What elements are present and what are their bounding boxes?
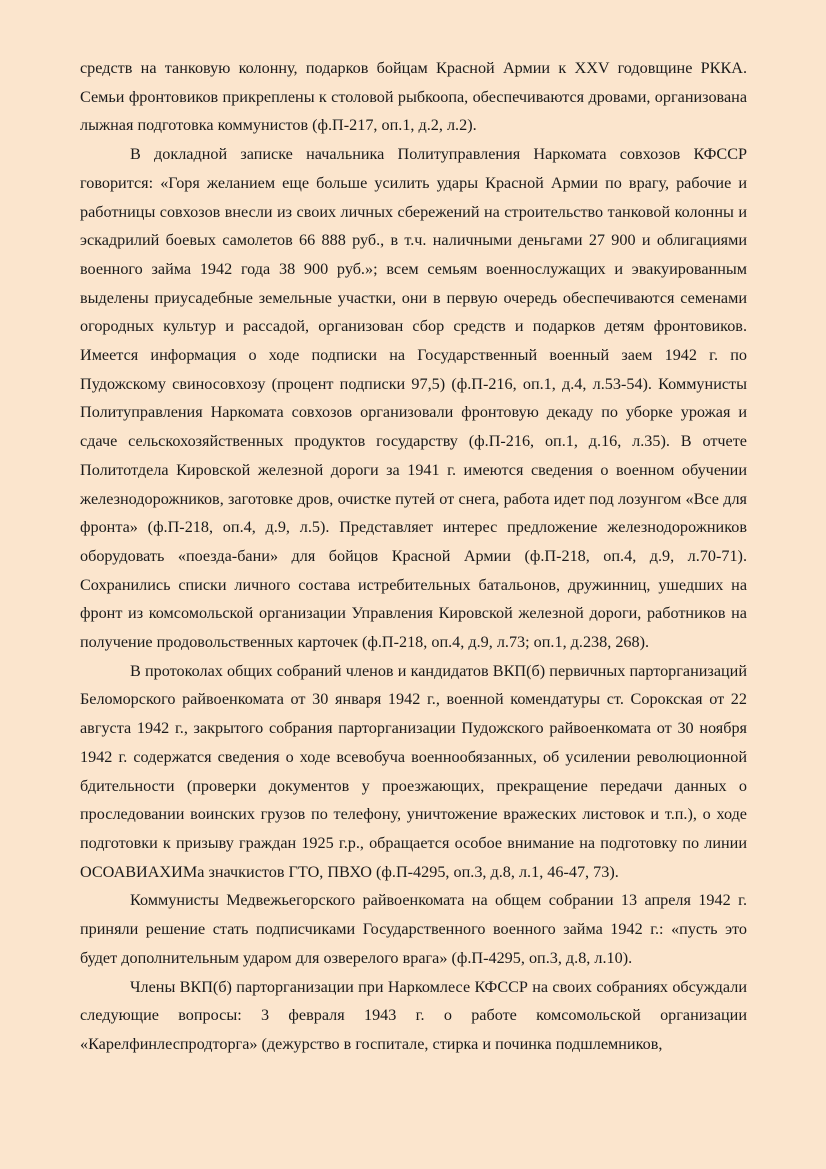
paragraph-politupravlenie: В докладной записке начальника Политуправления Наркомата совхозов КФССР говорится: «Горя желанием еще больше усилить удары Красной Армии по врагу, рабочие и работницы совхозов внесли из своих личных сбережений на строительство танковой колонны и эскадрилий боевых самолетов 66 888 руб., в т.ч. наличными деньгами 27 900 и облигациями военного займа 1942 года 38 900 руб.»; всем семьям военнослужащих и эвакуированным выделены приусадебные земельные участки, они в первую очередь обеспечиваются семенами огородных культур и рассадой, организован сбор средств и подарков детям фронтовиков. Имеется информация о ходе подписки на Государственный военный заем 1942 г. по Пудожскому свиносовхозу (процент подписки 97,5) (ф.П-216, оп.1, д.4, л.53-54). Коммунисты Политуправления Наркомата совхозов организовали фронтовую декаду по уборке урожая и сдаче сельскохозяйственных продуктов государству (ф.П-216, оп.1, д.16, л.35). В отчете Политотдела Кировской железной дороги за 1941 г. имеются сведения о военном обучении железнодорожников, заготовке дров, очистке путей от снега, работа идет под лозунгом «Все для фронта» (ф.П-218, оп.4, д.9, л.5). Представляет интерес предложение железнодорожников оборудовать «поезда-бани» для бойцов Красной Армии (ф.П-218, оп.4, д.9, л.70-71). Сохранились списки личного состава истребительных батальонов, дружинниц, ушедших на фронт из комсомольской организации Управления Кировской железной дороги, работников на получение продовольственных карточек (ф.П-218, оп.4, д.9, л.73; оп.1, д.238, 268). — [80, 145, 747, 652]
document-page — [80, 54, 747, 1059]
paragraph-protocols: В протоколах общих собраний членов и кандидатов ВКП(б) первичных парторганизаций Беломорского райвоенкомата от 30 января 1942 г., военной комендатуры ст. Сорокская от 22 августа 1942 г., закрытого собрания парторганизации Пудожского райвоенкомата от 30 ноября 1942 г. содержатся сведения о ходе всевобуча военнообязанных, об усилении революционной бдительности (проверки документов у проезжающих, прекращение передачи данных о проследовании воинских грузов по телефону, уничтожение вражеских листовок и т.п.), о ходе подготовки к призыву граждан 1925 г.р., обращается особое внимание на подготовку по линии ОСОАВИАХИМа значкистов ГТО, ПВХО (ф.П-4295, оп.3, д.8, л.1, 46-47, 73). — [80, 661, 747, 881]
paragraph-narkomles: Члены ВКП(б) парторганизации при Наркомлесе КФССР на своих собраниях обсуждали следующие вопросы: 3 февраля 1943 г. о работе комсомольской организации «Карелфинлеспродторга» (дежурство в госпитале, стирка и починка подшлемников, — [80, 977, 747, 1053]
paragraph-medvezhyegorsk: Коммунисты Медвежьегорского райвоенкомата на общем собрании 13 апреля 1942 г. приняли решение стать подписчиками Государственного военного займа 1942 г.: «пусть это будет дополнительным ударом для озверелого врага» (ф.П-4295, оп.3, д.8, л.10). — [80, 891, 747, 967]
paragraph-continuation: средств на танковую колонну, подарков бойцам Красной Армии к XXV годовщине РККА. Семьи фронтовиков прикреплены к столовой рыбкоопа, обеспечиваются дровами, организована лыжная подготовка коммунистов (ф.П-217, оп.1, д.2, л.2). — [80, 59, 747, 135]
